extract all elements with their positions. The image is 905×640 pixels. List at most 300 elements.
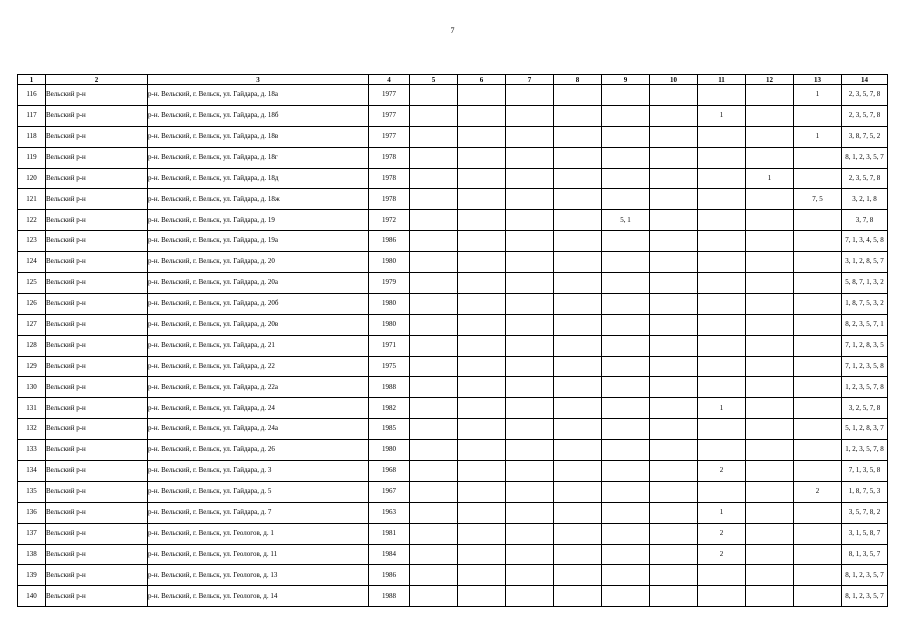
table-row [18, 273, 888, 294]
district-cell: Вельский р-н [46, 210, 148, 231]
address-cell: р-н. Вельский, г. Вельск, ул. Гайдара, д. 20 [148, 252, 369, 273]
col5-cell [410, 314, 458, 335]
col14-cell: 8, 1, 2, 3, 5, 7 [842, 586, 888, 607]
col12-cell [746, 126, 794, 147]
col11-cell [698, 273, 746, 294]
col13-cell [794, 565, 842, 586]
address-cell: р-н. Вельский, г. Вельск, ул. Гайдара, д. 18д [148, 168, 369, 189]
col7-cell [506, 147, 554, 168]
column-header-4: 4 [369, 75, 410, 85]
col10-cell [650, 356, 698, 377]
col6-cell [458, 544, 506, 565]
year-cell: 1977 [369, 105, 410, 126]
col14-cell: 3, 7, 8 [842, 210, 888, 231]
address-cell: р-н. Вельский, г. Вельск, ул. Гайдара, д. 18в [148, 126, 369, 147]
col14-cell: 1, 8, 7, 5, 3 [842, 481, 888, 502]
district-cell: Вельский р-н [46, 523, 148, 544]
year-cell: 1986 [369, 231, 410, 252]
col10-cell [650, 105, 698, 126]
col9-cell [602, 502, 650, 523]
district-cell: Вельский р-н [46, 85, 148, 106]
district-cell: Вельский р-н [46, 231, 148, 252]
row-number: 137 [18, 523, 46, 544]
col8-cell [554, 314, 602, 335]
col5-cell [410, 565, 458, 586]
col11-cell [698, 293, 746, 314]
col5-cell [410, 273, 458, 294]
column-header-14: 14 [842, 75, 888, 85]
col5-cell [410, 210, 458, 231]
year-cell: 1982 [369, 398, 410, 419]
col6-cell [458, 335, 506, 356]
col12-cell [746, 502, 794, 523]
year-cell: 1978 [369, 189, 410, 210]
col9-cell [602, 314, 650, 335]
col10-cell [650, 481, 698, 502]
col5-cell [410, 398, 458, 419]
col7-cell [506, 481, 554, 502]
col6-cell [458, 377, 506, 398]
col10-cell [650, 314, 698, 335]
table-row [18, 377, 888, 398]
col12-cell [746, 105, 794, 126]
row-number: 128 [18, 335, 46, 356]
district-cell: Вельский р-н [46, 565, 148, 586]
year-cell: 1985 [369, 419, 410, 440]
col12-cell [746, 293, 794, 314]
col10-cell [650, 231, 698, 252]
year-cell: 1975 [369, 356, 410, 377]
column-header-5: 5 [410, 75, 458, 85]
col9-cell [602, 335, 650, 356]
col12-cell [746, 189, 794, 210]
row-number: 138 [18, 544, 46, 565]
col12-cell [746, 231, 794, 252]
col13-cell [794, 168, 842, 189]
col13-cell [794, 210, 842, 231]
address-cell: р-н. Вельский, г. Вельск, ул. Гайдара, д. 7 [148, 502, 369, 523]
col13-cell: 1 [794, 126, 842, 147]
col8-cell [554, 210, 602, 231]
table-row [18, 189, 888, 210]
col8-cell [554, 105, 602, 126]
col5-cell [410, 335, 458, 356]
col10-cell [650, 147, 698, 168]
table-row [18, 356, 888, 377]
column-header-1: 1 [18, 75, 46, 85]
col14-cell: 2, 3, 5, 7, 8 [842, 168, 888, 189]
col11-cell: 1 [698, 398, 746, 419]
col10-cell [650, 85, 698, 106]
col9-cell [602, 419, 650, 440]
col9-cell [602, 126, 650, 147]
col6-cell [458, 126, 506, 147]
year-cell: 1972 [369, 210, 410, 231]
col13-cell [794, 231, 842, 252]
col10-cell [650, 335, 698, 356]
col13-cell: 2 [794, 481, 842, 502]
col8-cell [554, 586, 602, 607]
col6-cell [458, 252, 506, 273]
col9-cell [602, 105, 650, 126]
col9-cell [602, 377, 650, 398]
col6-cell [458, 586, 506, 607]
col14-cell: 7, 1, 3, 5, 8 [842, 461, 888, 482]
col9-cell [602, 440, 650, 461]
col14-cell: 3, 8, 7, 5, 2 [842, 126, 888, 147]
year-cell: 1978 [369, 168, 410, 189]
year-cell: 1977 [369, 85, 410, 106]
col5-cell [410, 231, 458, 252]
col11-cell [698, 147, 746, 168]
address-cell: р-н. Вельский, г. Вельск, ул. Гайдара, д. 18ж [148, 189, 369, 210]
address-cell: р-н. Вельский, г. Вельск, ул. Гайдара, д. 18а [148, 85, 369, 106]
address-cell: р-н. Вельский, г. Вельск, ул. Геологов, д. 11 [148, 544, 369, 565]
row-number: 118 [18, 126, 46, 147]
col12-cell [746, 314, 794, 335]
address-cell: р-н. Вельский, г. Вельск, ул. Гайдара, д. 24а [148, 419, 369, 440]
col11-cell [698, 377, 746, 398]
col12-cell [746, 461, 794, 482]
row-number: 130 [18, 377, 46, 398]
col8-cell [554, 85, 602, 106]
col5-cell [410, 461, 458, 482]
col11-cell [698, 586, 746, 607]
table-row [18, 231, 888, 252]
col13-cell [794, 419, 842, 440]
col7-cell [506, 356, 554, 377]
year-cell: 1988 [369, 377, 410, 398]
col7-cell [506, 335, 554, 356]
col8-cell [554, 252, 602, 273]
column-header-12: 12 [746, 75, 794, 85]
district-cell: Вельский р-н [46, 189, 148, 210]
table-body [18, 85, 888, 607]
col10-cell [650, 377, 698, 398]
col7-cell [506, 293, 554, 314]
col9-cell [602, 231, 650, 252]
col5-cell [410, 440, 458, 461]
col5-cell [410, 481, 458, 502]
col12-cell [746, 273, 794, 294]
address-cell: р-н. Вельский, г. Вельск, ул. Гайдара, д. 20б [148, 293, 369, 314]
row-number: 120 [18, 168, 46, 189]
row-number: 131 [18, 398, 46, 419]
col13-cell [794, 147, 842, 168]
col5-cell [410, 85, 458, 106]
col8-cell [554, 419, 602, 440]
col11-cell [698, 419, 746, 440]
col9-cell: 5, 1 [602, 210, 650, 231]
table-row [18, 293, 888, 314]
col8-cell [554, 147, 602, 168]
table-row [18, 544, 888, 565]
col5-cell [410, 168, 458, 189]
col10-cell [650, 168, 698, 189]
table-row [18, 335, 888, 356]
table-row [18, 210, 888, 231]
col11-cell [698, 335, 746, 356]
col7-cell [506, 544, 554, 565]
col12-cell: 1 [746, 168, 794, 189]
col5-cell [410, 523, 458, 544]
col8-cell [554, 293, 602, 314]
address-cell: р-н. Вельский, г. Вельск, ул. Гайдара, д. 18б [148, 105, 369, 126]
col7-cell [506, 252, 554, 273]
col10-cell [650, 252, 698, 273]
row-number: 116 [18, 85, 46, 106]
col9-cell [602, 481, 650, 502]
address-cell: р-н. Вельский, г. Вельск, ул. Геологов, д. 14 [148, 586, 369, 607]
col6-cell [458, 105, 506, 126]
col10-cell [650, 210, 698, 231]
col13-cell [794, 523, 842, 544]
col7-cell [506, 273, 554, 294]
row-number: 129 [18, 356, 46, 377]
col5-cell [410, 502, 458, 523]
column-header-10: 10 [650, 75, 698, 85]
col11-cell [698, 210, 746, 231]
col7-cell [506, 419, 554, 440]
col9-cell [602, 189, 650, 210]
col12-cell [746, 544, 794, 565]
address-cell: р-н. Вельский, г. Вельск, ул. Гайдара, д. 19 [148, 210, 369, 231]
table-row [18, 105, 888, 126]
housing-table [17, 74, 888, 607]
header-row [18, 75, 888, 85]
col10-cell [650, 544, 698, 565]
col7-cell [506, 502, 554, 523]
col11-cell: 2 [698, 544, 746, 565]
col14-cell: 3, 2, 5, 7, 8 [842, 398, 888, 419]
col11-cell: 1 [698, 502, 746, 523]
col12-cell [746, 85, 794, 106]
address-cell: р-н. Вельский, г. Вельск, ул. Гайдара, д. 22а [148, 377, 369, 398]
col14-cell: 2, 3, 5, 7, 8 [842, 105, 888, 126]
col8-cell [554, 565, 602, 586]
col11-cell [698, 252, 746, 273]
year-cell: 1980 [369, 252, 410, 273]
col11-cell [698, 440, 746, 461]
col10-cell [650, 189, 698, 210]
district-cell: Вельский р-н [46, 377, 148, 398]
address-cell: р-н. Вельский, г. Вельск, ул. Гайдара, д. 26 [148, 440, 369, 461]
row-number: 135 [18, 481, 46, 502]
col14-cell: 5, 1, 2, 8, 3, 7 [842, 419, 888, 440]
col7-cell [506, 189, 554, 210]
col12-cell [746, 147, 794, 168]
row-number: 123 [18, 231, 46, 252]
col9-cell [602, 523, 650, 544]
row-number: 133 [18, 440, 46, 461]
col13-cell [794, 544, 842, 565]
col8-cell [554, 168, 602, 189]
district-cell: Вельский р-н [46, 105, 148, 126]
column-header-7: 7 [506, 75, 554, 85]
col12-cell [746, 356, 794, 377]
year-cell: 1988 [369, 586, 410, 607]
col9-cell [602, 586, 650, 607]
col9-cell [602, 565, 650, 586]
col12-cell [746, 335, 794, 356]
district-cell: Вельский р-н [46, 398, 148, 419]
column-header-3: 3 [148, 75, 369, 85]
col6-cell [458, 356, 506, 377]
col5-cell [410, 147, 458, 168]
year-cell: 1971 [369, 335, 410, 356]
address-cell: р-н. Вельский, г. Вельск, ул. Гайдара, д. 20а [148, 273, 369, 294]
table-row [18, 440, 888, 461]
col14-cell: 5, 8, 7, 1, 3, 2 [842, 273, 888, 294]
col11-cell [698, 314, 746, 335]
district-cell: Вельский р-н [46, 481, 148, 502]
row-number: 122 [18, 210, 46, 231]
district-cell: Вельский р-н [46, 314, 148, 335]
col9-cell [602, 168, 650, 189]
col9-cell [602, 293, 650, 314]
col8-cell [554, 356, 602, 377]
col13-cell: 1 [794, 85, 842, 106]
col14-cell: 8, 1, 2, 3, 5, 7 [842, 147, 888, 168]
col13-cell [794, 314, 842, 335]
col10-cell [650, 586, 698, 607]
col14-cell: 1, 2, 3, 5, 7, 8 [842, 377, 888, 398]
district-cell: Вельский р-н [46, 586, 148, 607]
address-cell: р-н. Вельский, г. Вельск, ул. Гайдара, д. 5 [148, 481, 369, 502]
year-cell: 1980 [369, 440, 410, 461]
column-header-11: 11 [698, 75, 746, 85]
col7-cell [506, 377, 554, 398]
col9-cell [602, 398, 650, 419]
year-cell: 1968 [369, 461, 410, 482]
col7-cell [506, 586, 554, 607]
col10-cell [650, 523, 698, 544]
address-cell: р-н. Вельский, г. Вельск, ул. Гайдара, д. 18г [148, 147, 369, 168]
year-cell: 1977 [369, 126, 410, 147]
col14-cell: 7, 1, 2, 8, 3, 5 [842, 335, 888, 356]
col6-cell [458, 293, 506, 314]
row-number: 140 [18, 586, 46, 607]
col6-cell [458, 314, 506, 335]
col14-cell: 8, 1, 2, 3, 5, 7 [842, 565, 888, 586]
address-cell: р-н. Вельский, г. Вельск, ул. Гайдара, д. 24 [148, 398, 369, 419]
col6-cell [458, 273, 506, 294]
col6-cell [458, 147, 506, 168]
col6-cell [458, 231, 506, 252]
col12-cell [746, 565, 794, 586]
col12-cell [746, 419, 794, 440]
col5-cell [410, 126, 458, 147]
col7-cell [506, 210, 554, 231]
row-number: 121 [18, 189, 46, 210]
col9-cell [602, 461, 650, 482]
row-number: 119 [18, 147, 46, 168]
col10-cell [650, 565, 698, 586]
col12-cell [746, 586, 794, 607]
year-cell: 1981 [369, 523, 410, 544]
district-cell: Вельский р-н [46, 335, 148, 356]
column-header-9: 9 [602, 75, 650, 85]
col8-cell [554, 440, 602, 461]
col7-cell [506, 168, 554, 189]
col10-cell [650, 126, 698, 147]
col6-cell [458, 461, 506, 482]
col13-cell [794, 293, 842, 314]
year-cell: 1979 [369, 273, 410, 294]
col12-cell [746, 398, 794, 419]
col8-cell [554, 398, 602, 419]
col10-cell [650, 273, 698, 294]
col8-cell [554, 502, 602, 523]
year-cell: 1984 [369, 544, 410, 565]
district-cell: Вельский р-н [46, 544, 148, 565]
col5-cell [410, 189, 458, 210]
col13-cell [794, 398, 842, 419]
column-header-2: 2 [46, 75, 148, 85]
col12-cell [746, 440, 794, 461]
row-number: 136 [18, 502, 46, 523]
table-row [18, 481, 888, 502]
col7-cell [506, 231, 554, 252]
col6-cell [458, 419, 506, 440]
col8-cell [554, 335, 602, 356]
address-cell: р-н. Вельский, г. Вельск, ул. Гайдара, д. 21 [148, 335, 369, 356]
col11-cell: 2 [698, 461, 746, 482]
row-number: 132 [18, 419, 46, 440]
col5-cell [410, 377, 458, 398]
col5-cell [410, 105, 458, 126]
row-number: 124 [18, 252, 46, 273]
col6-cell [458, 189, 506, 210]
col6-cell [458, 481, 506, 502]
col6-cell [458, 168, 506, 189]
table-row [18, 126, 888, 147]
col6-cell [458, 502, 506, 523]
col14-cell: 1, 2, 3, 5, 7, 8 [842, 440, 888, 461]
table-row [18, 85, 888, 106]
column-header-8: 8 [554, 75, 602, 85]
col14-cell: 3, 5, 7, 8, 2 [842, 502, 888, 523]
row-number: 139 [18, 565, 46, 586]
col13-cell [794, 356, 842, 377]
table-row [18, 168, 888, 189]
col6-cell [458, 565, 506, 586]
year-cell: 1967 [369, 481, 410, 502]
col14-cell: 3, 1, 2, 8, 5, 7 [842, 252, 888, 273]
year-cell: 1963 [369, 502, 410, 523]
col13-cell [794, 377, 842, 398]
column-header-6: 6 [458, 75, 506, 85]
col13-cell [794, 586, 842, 607]
col7-cell [506, 398, 554, 419]
table-row [18, 565, 888, 586]
col8-cell [554, 189, 602, 210]
col13-cell [794, 461, 842, 482]
col5-cell [410, 586, 458, 607]
district-cell: Вельский р-н [46, 293, 148, 314]
col8-cell [554, 461, 602, 482]
col9-cell [602, 273, 650, 294]
col11-cell: 1 [698, 105, 746, 126]
col10-cell [650, 502, 698, 523]
col8-cell [554, 544, 602, 565]
year-cell: 1978 [369, 147, 410, 168]
col10-cell [650, 419, 698, 440]
col11-cell [698, 481, 746, 502]
year-cell: 1980 [369, 314, 410, 335]
address-cell: р-н. Вельский, г. Вельск, ул. Гайдара, д. 20в [148, 314, 369, 335]
col7-cell [506, 85, 554, 106]
